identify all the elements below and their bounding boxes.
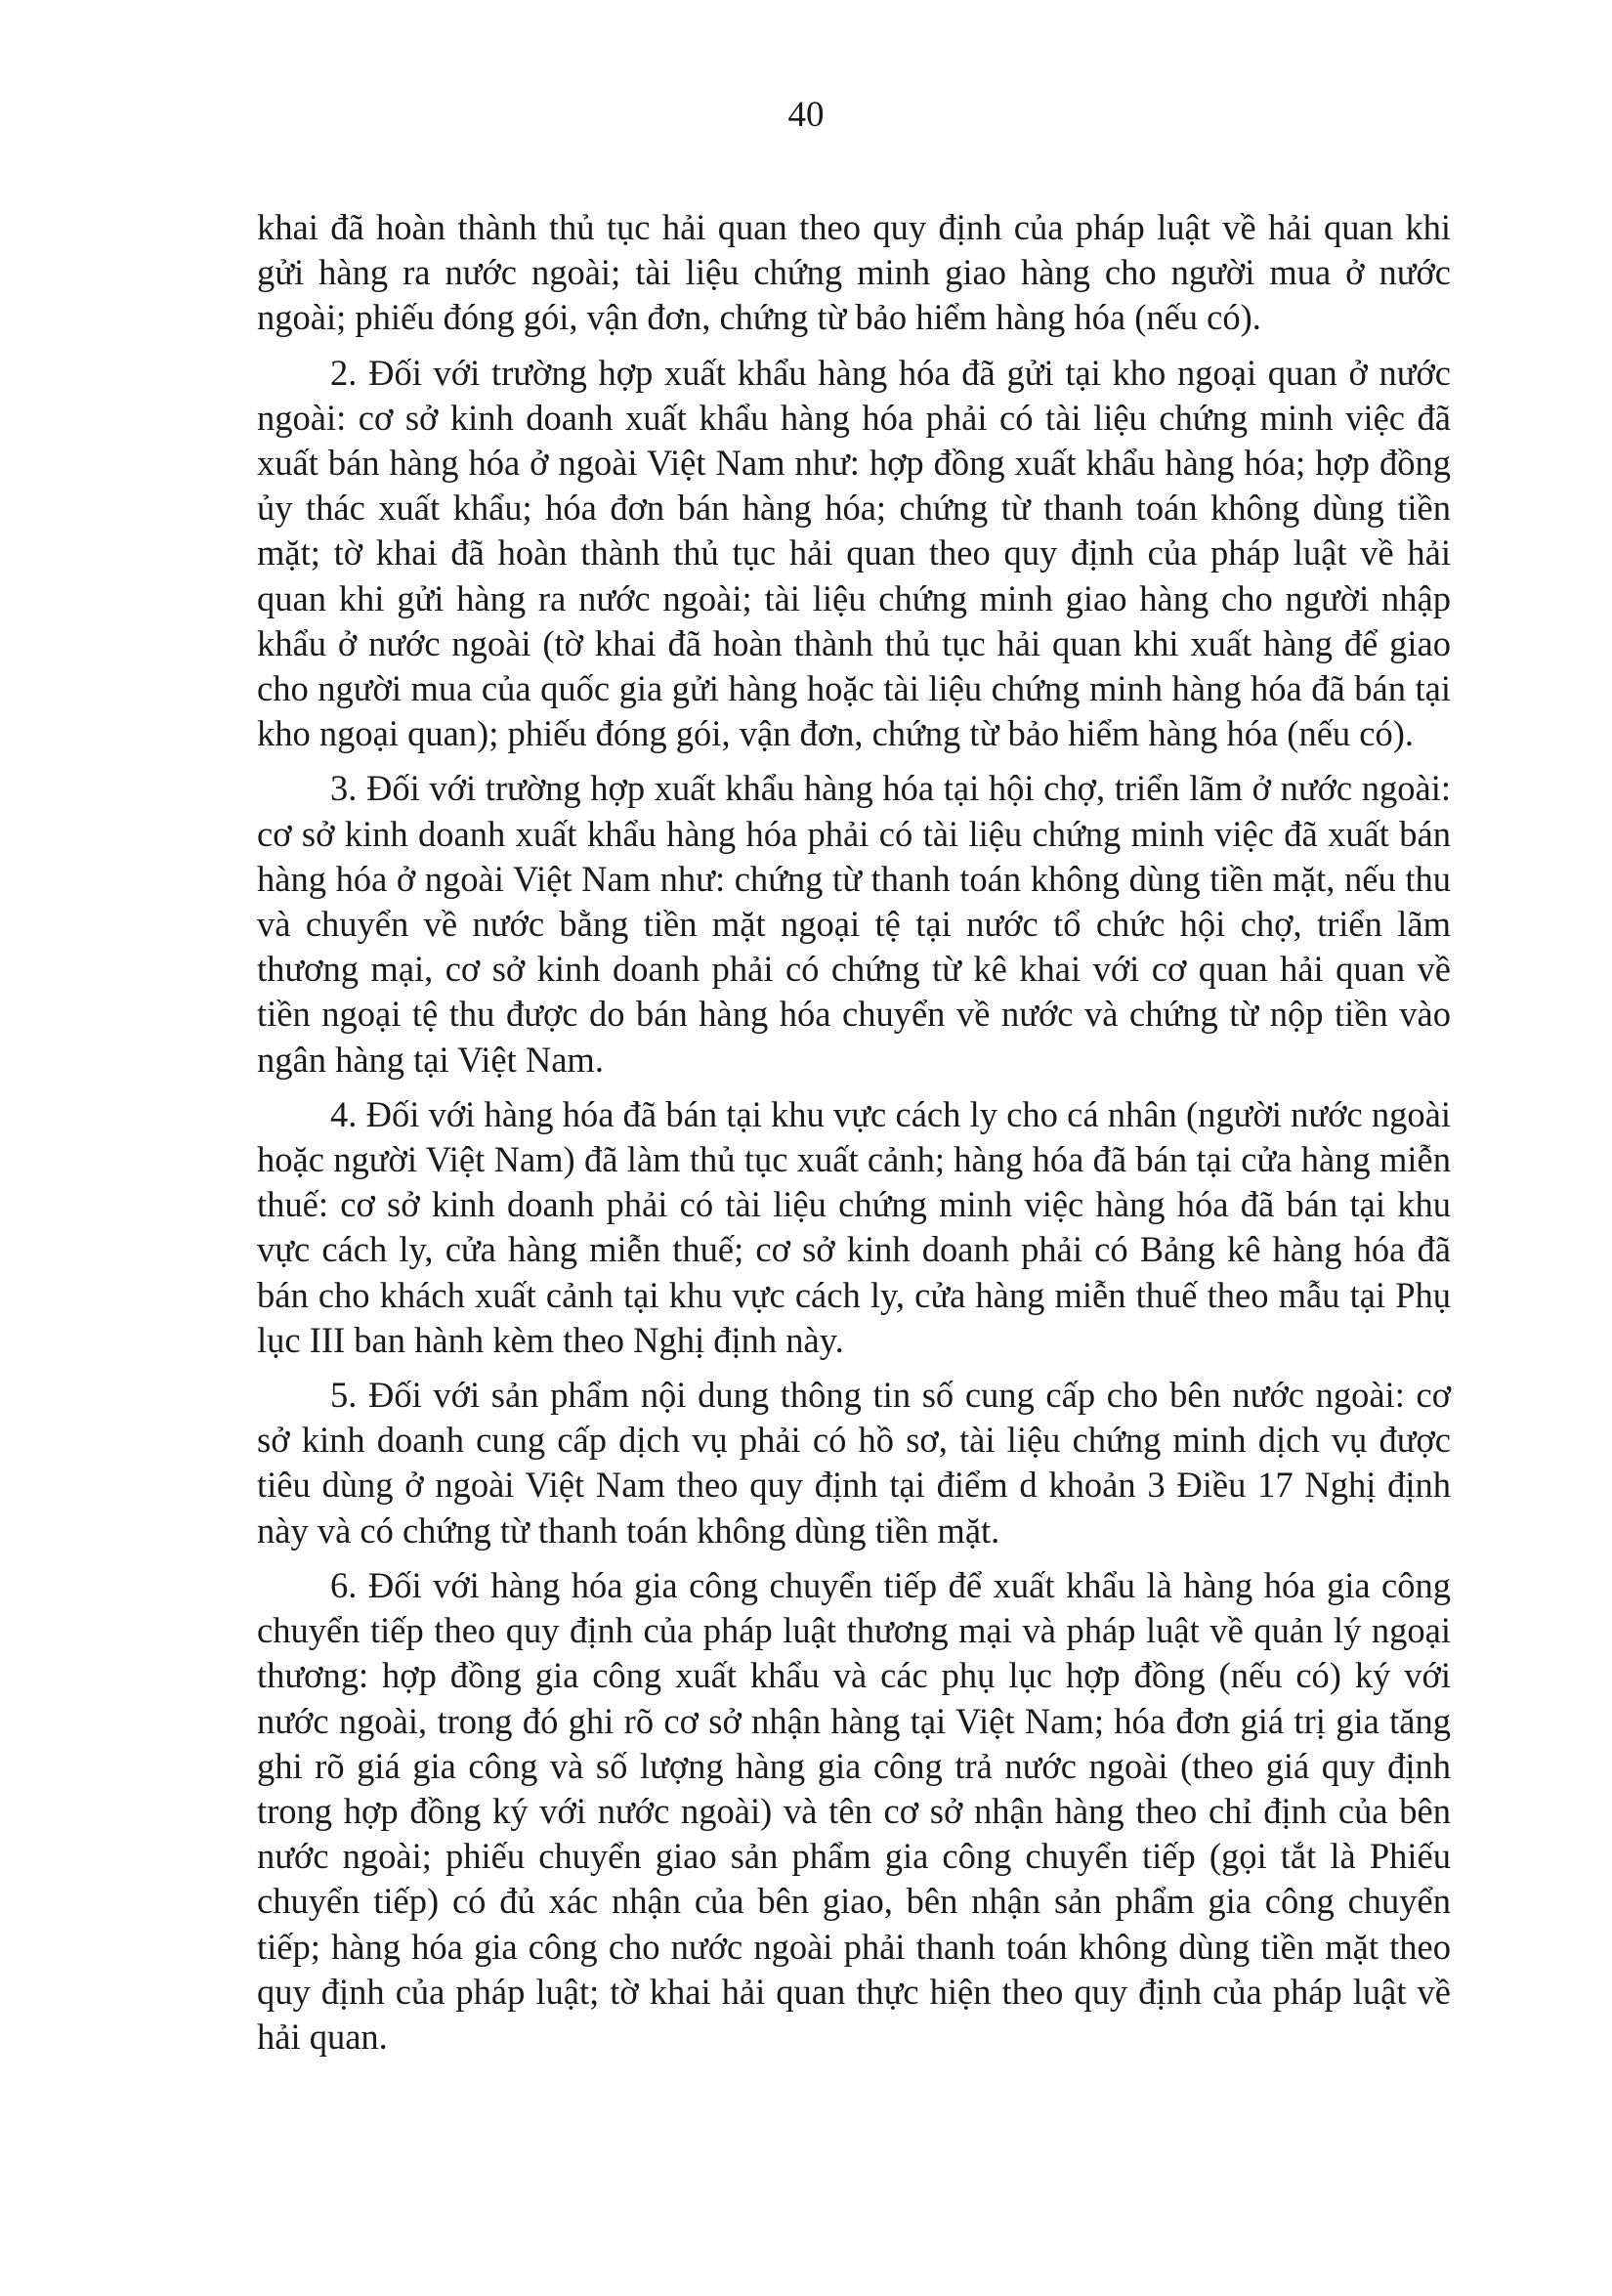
paragraph-item-4: 4. Đối với hàng hóa đã bán tại khu vực cách ly cho cá nhân (người nước ngoài hoặc người Việt Nam) đã làm thủ tục xuất cảnh; hàng hóa đã bán tại cửa hàng miễn thuế: cơ sở kinh doanh phải có tài liệu chứng minh việc hàng hóa đã bán tại khu vực cách ly, cửa hàng miễn thuế; cơ sở kinh doanh phải có Bảng kê hàng hóa đã bán cho khách xuất cảnh tại khu vực cách ly, cửa hàng miễn thuế theo mẫu tại Phụ lục III ban hành kèm theo Nghị định này. (257, 1093, 1451, 1360)
paragraph-item-2: 2. Đối với trường hợp xuất khẩu hàng hóa đã gửi tại kho ngoại quan ở nước ngoài: cơ sở kinh doanh xuất khẩu hàng hóa phải có tài liệu chứng minh việc đã xuất bán hàng hóa ở ngoài Việt Nam như: hợp đồng xuất khẩu hàng hóa; hợp đồng ủy thác xuất khẩu; hóa đơn bán hàng hóa; chứng từ thanh toán không dùng tiền mặt; tờ khai đã hoàn thành thủ tục hải quan theo quy định của pháp luật về hải quan khi gửi hàng ra nước ngoài; tài liệu chứng minh giao hàng cho người nhập khẩu ở nước ngoài (tờ khai đã hoàn thành thủ tục hải quan khi xuất hàng để giao cho người mua của quốc gia gửi hàng hoặc tài liệu chứng minh hàng hóa đã bán tại kho ngoại quan); phiếu đóng gói, vận đơn, chứng từ bảo hiểm hàng hóa (nếu có). (257, 352, 1451, 754)
page-number: 40 (787, 95, 825, 135)
paragraph-continuation: khai đã hoàn thành thủ tục hải quan theo quy định của pháp luật về hải quan khi gửi hàng ra nước ngoài; tài liệu chứng minh giao hàng cho người mua ở nước ngoài; phiếu đóng gói, vận đơn, chứng từ bảo hiểm hàng hóa (nếu có). (257, 207, 1451, 338)
paragraph-item-5: 5. Đối với sản phẩm nội dung thông tin số cung cấp cho bên nước ngoài: cơ sở kinh doanh cung cấp dịch vụ phải có hồ sơ, tài liệu chứng minh dịch vụ được tiêu dùng ở ngoài Việt Nam theo quy định tại điểm d khoản 3 Điều 17 Nghị định này và có chứng từ thanh toán không dùng tiền mặt. (257, 1375, 1451, 1551)
document-body (257, 205, 1451, 2060)
paragraph-item-6: 6. Đối với hàng hóa gia công chuyển tiếp để xuất khẩu là hàng hóa gia công chuyển tiếp theo quy định của pháp luật thương mại và pháp luật về quản lý ngoại thương: hợp đồng gia công xuất khẩu và các phụ lục hợp đồng (nếu có) ký với nước ngoài, trong đó ghi rõ cơ sở nhận hàng tại Việt Nam; hóa đơn giá trị gia tăng ghi rõ giá gia công và số lượng hàng gia công trả nước ngoài (theo giá quy định trong hợp đồng ký với nước ngoài) và tên cơ sở nhận hàng theo chỉ định của bên nước ngoài; phiếu chuyển giao sản phẩm gia công chuyển tiếp (gọi tắt là Phiếu chuyển tiếp) có đủ xác nhận của bên giao, bên nhận sản phẩm gia công chuyển tiếp; hàng hóa gia công cho nước ngoài phải thanh toán không dùng tiền mặt theo quy định của pháp luật; tờ khai hải quan thực hiện theo quy định của pháp luật về hải quan. (257, 1564, 1451, 2057)
paragraph-item-3: 3. Đối với trường hợp xuất khẩu hàng hóa tại hội chợ, triển lãm ở nước ngoài: cơ sở kinh doanh xuất khẩu hàng hóa phải có tài liệu chứng minh việc đã xuất bán hàng hóa ở ngoài Việt Nam như: chứng từ thanh toán không dùng tiền mặt, nếu thu và chuyển về nước bằng tiền mặt ngoại tệ tại nước tổ chức hội chợ, triển lãm thương mại, cơ sở kinh doanh phải có chứng từ kê khai với cơ quan hải quan về tiền ngoại tệ thu được do bán hàng hóa chuyển về nước và chứng từ nộp tiền vào ngân hàng tại Việt Nam. (257, 768, 1451, 1080)
